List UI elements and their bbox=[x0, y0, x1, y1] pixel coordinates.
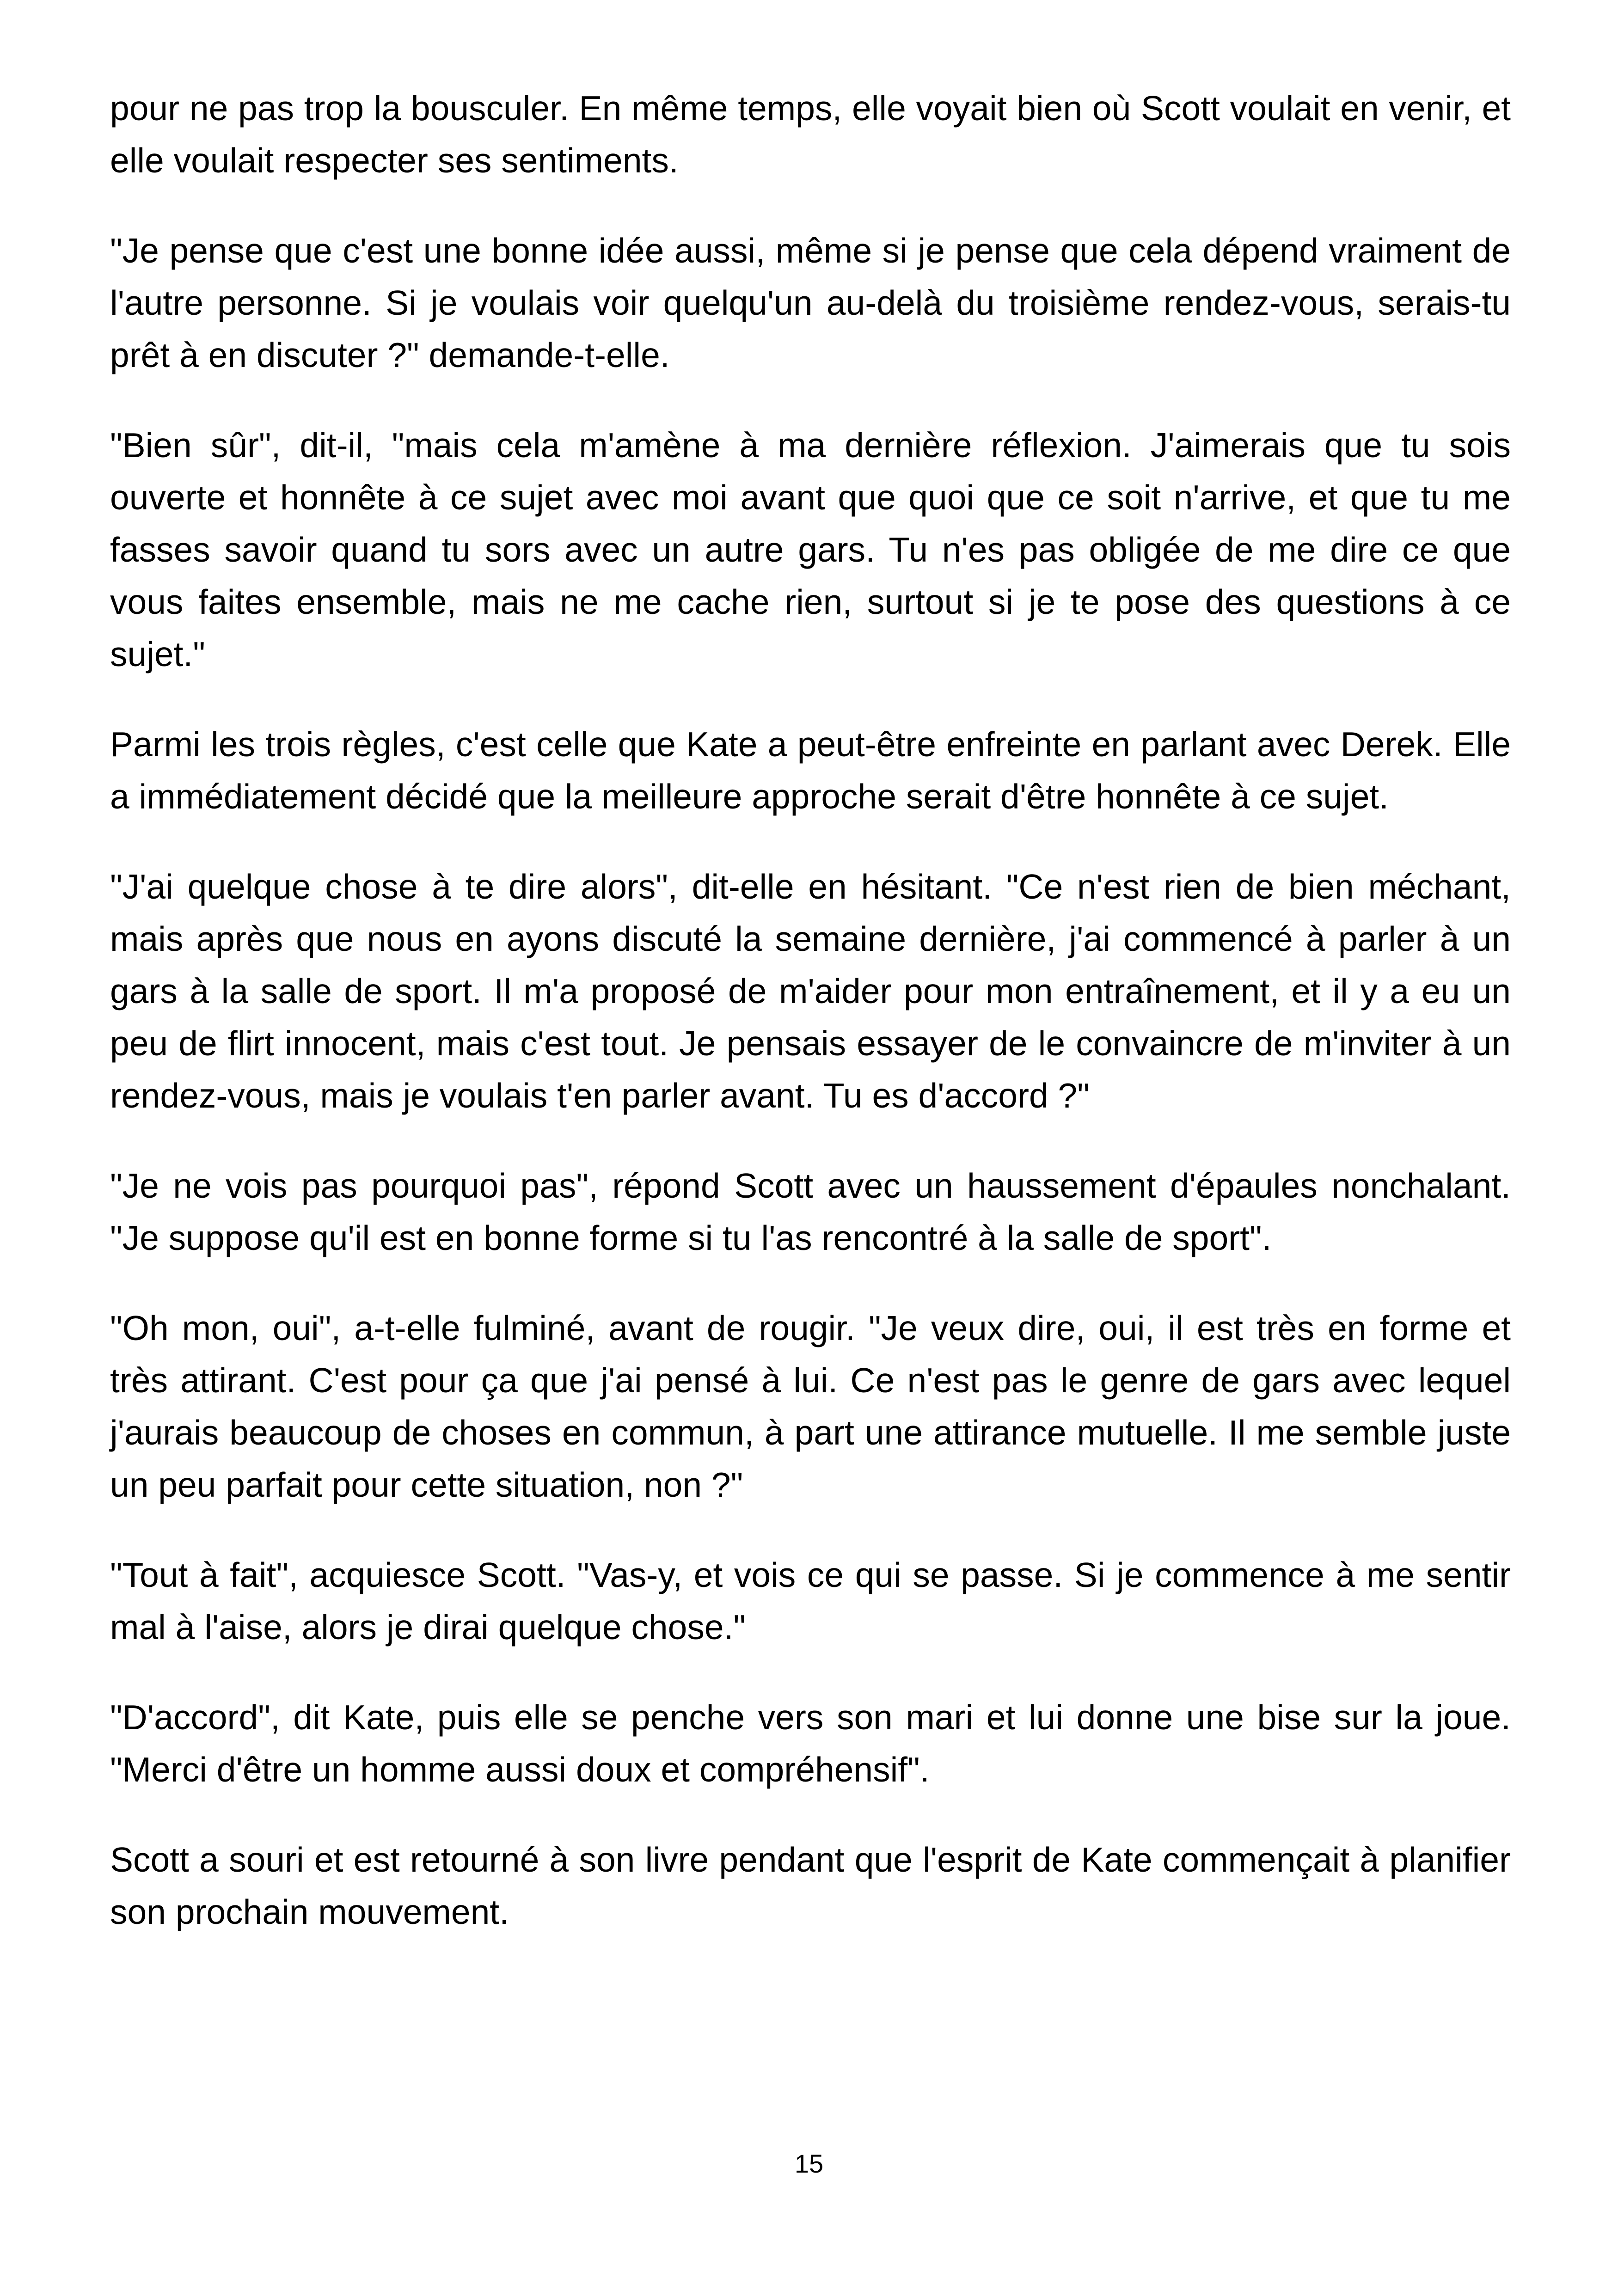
page-number: 15 bbox=[794, 2149, 824, 2178]
paragraph: "Je ne vois pas pourquoi pas", répond Scott avec un haussement d'épaules nonchalant. "Je suppose qu'il est en bonne forme si tu l'as rencontré à la salle de sport". bbox=[110, 1166, 1511, 1257]
paragraph: Parmi les trois règles, c'est celle que Kate a peut-être enfreinte en parlant avec Derek. Elle a immédiatement décidé que la meilleure approche serait d'être honnête à ce sujet. bbox=[110, 725, 1511, 816]
paragraph: "Je pense que c'est une bonne idée aussi, même si je pense que cela dépend vraiment de l'autre personne. Si je voulais voir quelqu'un au-delà du troisième rendez-vous, serais-tu prêt à en discuter ?" demande-t-elle. bbox=[110, 231, 1511, 374]
paragraph: pour ne pas trop la bousculer. En même temps, elle voyait bien où Scott voulait en venir, et elle voulait respecter ses sentiments. bbox=[110, 89, 1511, 180]
paragraph: "Bien sûr", dit-il, "mais cela m'amène à ma dernière réflexion. J'aimerais que tu sois ouverte et honnête à ce sujet avec moi avant que quoi que ce soit n'arrive, et que tu me fasses savoir quand tu sors avec un autre gars. Tu n'es pas obligée de me dire ce que vous faites ensemble, mais ne me cache rien, surtout si je te pose des questions à ce sujet." bbox=[110, 426, 1511, 673]
paragraph: "D'accord", dit Kate, puis elle se penche vers son mari et lui donne une bise sur la joue. "Merci d'être un homme aussi doux et compréhensif". bbox=[110, 1698, 1511, 1789]
paragraph: "Oh mon, oui", a-t-elle fulminé, avant de rougir. "Je veux dire, oui, il est très en forme et très attirant. C'est pour ça que j'ai pensé à lui. Ce n'est pas le genre de gars avec lequel j'aurais beaucoup de choses en commun, à part une attirance mutuelle. Il me semble juste un peu parfait pour cette situation, non ?" bbox=[110, 1309, 1511, 1504]
paragraph: Scott a souri et est retourné à son livre pendant que l'esprit de Kate commençait à planifier son prochain mouvement. bbox=[110, 1840, 1511, 1931]
paragraph: "J'ai quelque chose à te dire alors", dit-elle en hésitant. "Ce n'est rien de bien méchant, mais après que nous en ayons discuté la semaine dernière, j'ai commencé à parler à un gars à la salle de sport. Il m'a proposé de m'aider pour mon entraînement, et il y a eu un peu de flirt innocent, mais c'est tout. Je pensais essayer de le convaincre de m'inviter à un rendez-vous, mais je voulais t'en parler avant. Tu es d'accord ?" bbox=[110, 867, 1511, 1115]
body-text bbox=[110, 82, 1511, 1976]
paragraph: "Tout à fait", acquiesce Scott. "Vas-y, et vois ce qui se passe. Si je commence à me sentir mal à l'aise, alors je dirai quelque chose." bbox=[110, 1555, 1511, 1647]
